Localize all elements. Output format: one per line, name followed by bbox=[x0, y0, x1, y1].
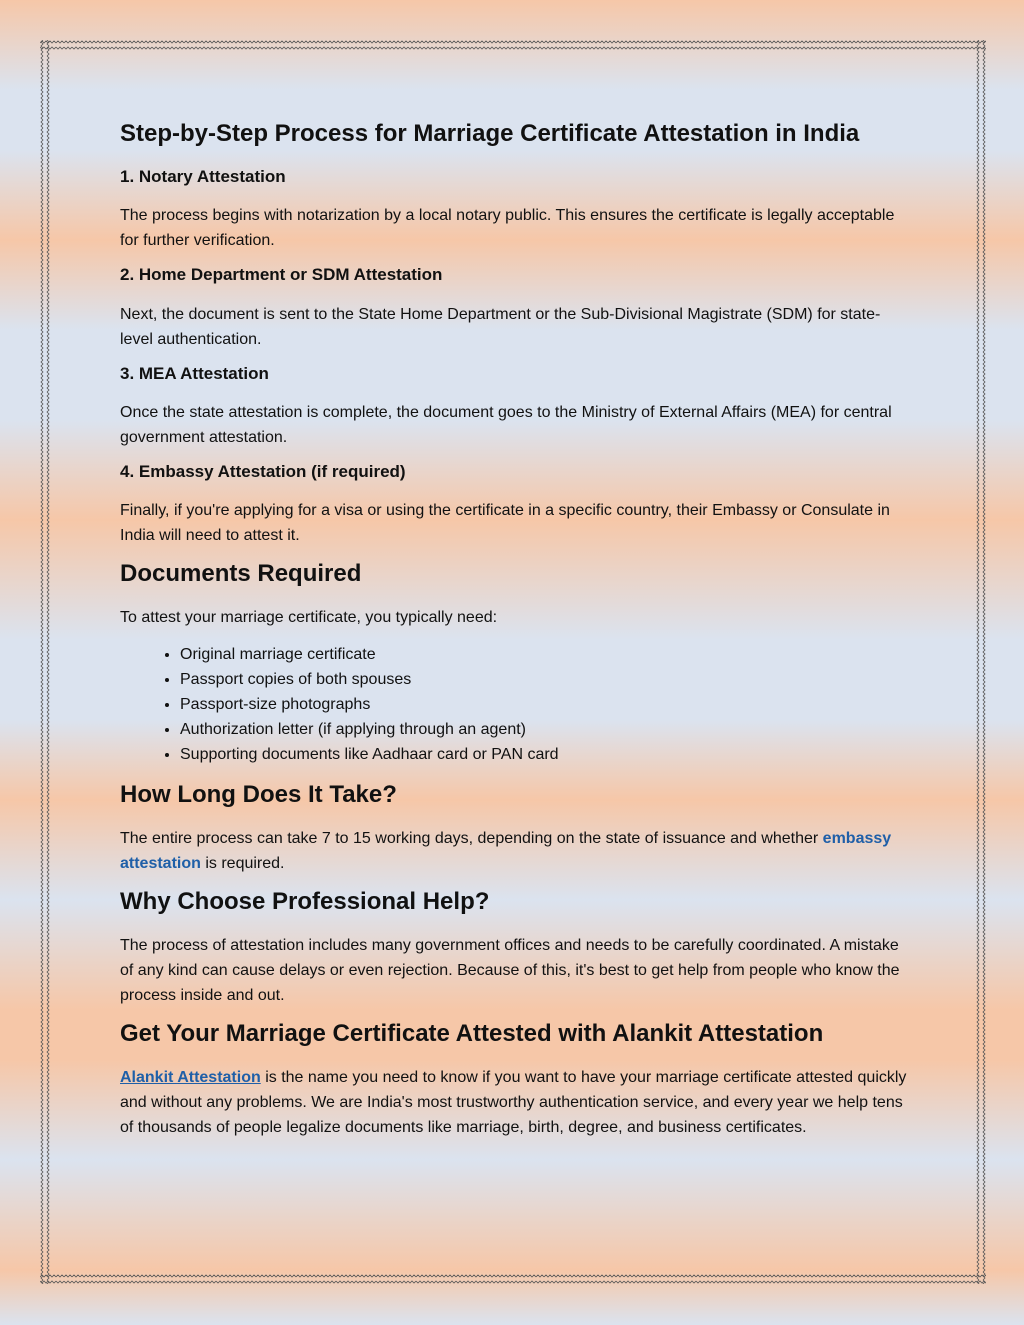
list-item: • Authorization letter (if applying through an agent) bbox=[180, 717, 910, 742]
list-item: • Original marriage certificate bbox=[180, 642, 910, 667]
page-title: Step-by-Step Process for Marriage Certificate Attestation in India bbox=[120, 120, 860, 147]
step-3-body: Once the state attestation is complete, the document goes to the Ministry of External Affairs (MEA) for central government attestation. bbox=[120, 403, 892, 446]
documents-intro: To attest your marriage certificate, you typically need: bbox=[120, 609, 498, 627]
list-item: • Passport copies of both spouses bbox=[180, 667, 910, 692]
embassy-attestation-link[interactable]: embassy attestation bbox=[120, 829, 892, 872]
professional-body: The process of attestation includes many government offices and needs to be carefully coordinated. A mistake of any kind can cause delays or even rejection. Because of this, it's best to get help from people who know the process inside and out. bbox=[120, 936, 900, 1004]
step-2-body: Next, the document is sent to the State Home Department or the Sub-Divisional Magistrate (SDM) for state-level authentication. bbox=[120, 305, 881, 348]
documents-heading: Documents Required bbox=[120, 560, 362, 588]
alankit-heading: Get Your Marriage Certificate Attested with Alankit Attestation bbox=[120, 1019, 824, 1047]
step-1-heading: 1. Notary Attestation bbox=[120, 166, 286, 186]
step-4-heading: 4. Embassy Attestation (if required) bbox=[120, 461, 406, 481]
documents-list bbox=[120, 642, 910, 767]
duration-text-before: The entire process can take 7 to 15 working days, depending on the state of issuance and whether bbox=[120, 829, 823, 847]
duration-text-after: is required. bbox=[200, 854, 285, 872]
step-1-body: The process begins with notarization by a local notary public. This ensures the certificate is legally acceptable for further verification. bbox=[120, 207, 895, 250]
list-item: • Passport-size photographs bbox=[180, 692, 910, 717]
document-content bbox=[120, 120, 910, 1152]
duration-heading: How Long Does It Take? bbox=[120, 781, 397, 809]
border-top bbox=[40, 40, 986, 50]
alankit-body bbox=[120, 1065, 910, 1140]
list-item: • Supporting documents like Aadhaar card or PAN card bbox=[180, 742, 910, 767]
alankit-body-text: is the name you need to know if you want to have your marriage certificate attested quickly and without any problems. We are India's most trustworthy authentication service, and every year we help tens of thousands of people legalize documents like marriage, birth, degree, and business certificates. bbox=[120, 1068, 907, 1136]
duration-body bbox=[120, 826, 910, 876]
border-left bbox=[40, 40, 50, 1284]
border-right bbox=[976, 40, 986, 1284]
professional-heading: Why Choose Professional Help? bbox=[120, 887, 490, 915]
step-2-heading: 2. Home Department or SDM Attestation bbox=[120, 265, 443, 285]
alankit-attestation-link[interactable]: Alankit Attestation bbox=[120, 1068, 261, 1086]
step-4-body: Finally, if you're applying for a visa or using the certificate in a specific country, their Embassy or Consulate in India will need to attest it. bbox=[120, 502, 890, 545]
border-bottom bbox=[40, 1274, 986, 1284]
step-3-heading: 3. MEA Attestation bbox=[120, 363, 269, 383]
